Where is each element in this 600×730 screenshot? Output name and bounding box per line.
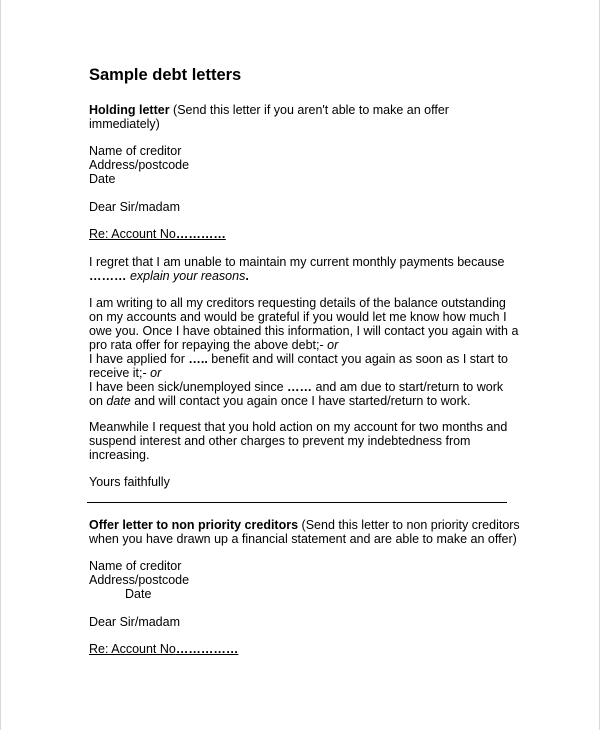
holding-reference — [89, 227, 226, 241]
offer-reference — [89, 642, 238, 656]
holding-p2-line-4-text: pro rata offer for repaying the above debt;- — [89, 338, 328, 352]
offer-address: Address/postcode — [89, 573, 190, 587]
holding-p2-or-1: or — [327, 338, 339, 352]
holding-intro: (Send this letter if you aren't able to make an offer — [169, 103, 449, 117]
holding-p2-or-2: or — [150, 366, 162, 380]
holding-p2-line-8-date: date — [106, 394, 131, 408]
offer-re-dots: …………… — [175, 642, 239, 656]
holding-intro-line — [89, 103, 449, 117]
holding-p2-line-5b: benefit and will contact you again as soon as I start to — [207, 352, 509, 366]
holding-p2-line-5a: I have applied for — [89, 352, 189, 366]
holding-closing: Yours faithfully — [89, 475, 170, 489]
holding-p2-line-7a: I have been sick/unemployed since — [89, 380, 288, 394]
holding-address: Address/postcode — [89, 158, 190, 172]
holding-intro-line-2: immediately) — [89, 117, 160, 131]
holding-p1-reason: explain your reasons — [126, 269, 246, 283]
offer-creditor: Name of creditor — [89, 559, 182, 573]
holding-p3-line-3: increasing. — [89, 448, 150, 462]
holding-p2-line-8b: and will contact you again once I have started/return to work. — [130, 394, 471, 408]
section-divider — [87, 502, 507, 503]
offer-date: Date — [125, 587, 152, 601]
holding-p2-line-3: owe you. Once I have obtained this information, I will contact you again with a — [89, 324, 519, 338]
holding-p2-line-7b: and am due to start/return to work — [312, 380, 504, 394]
holding-re-dots: ………… — [175, 227, 226, 241]
holding-p2-line-1: I am writing to all my creditors requesting details of the balance outstanding — [89, 296, 506, 310]
holding-p1-line-2 — [89, 269, 249, 283]
holding-p2-line-5-dots: ….. — [188, 352, 208, 366]
holding-heading: Holding letter — [89, 103, 170, 117]
offer-intro: (Send this letter to non priority creditors — [298, 518, 520, 532]
page-title: Sample debt letters — [89, 66, 242, 84]
holding-p1-line-1: I regret that I am unable to maintain my current monthly payments because — [89, 255, 505, 269]
holding-p2-line-5 — [89, 352, 508, 366]
holding-p2-line-2: on my accounts and would be grateful if you would let me know how much I — [89, 310, 507, 324]
holding-p2-line-4 — [89, 338, 338, 352]
holding-p2-line-7-dots: …… — [287, 380, 313, 394]
holding-p2-line-6 — [89, 366, 161, 380]
holding-date: Date — [89, 172, 116, 186]
holding-salutation: Dear Sir/madam — [89, 200, 180, 214]
holding-p3-line-2: suspend interest and other charges to prevent my indebtedness from — [89, 434, 471, 448]
offer-heading: Offer letter to non priority creditors — [89, 518, 299, 532]
holding-re-label: Re: Account No — [89, 227, 176, 241]
holding-p2-line-8 — [89, 394, 471, 408]
offer-salutation: Dear Sir/madam — [89, 615, 180, 629]
holding-p1-dots: ……… — [89, 269, 127, 283]
offer-re-label: Re: Account No — [89, 642, 176, 656]
holding-p2-line-8a: on — [89, 394, 107, 408]
holding-p3-line-1: Meanwhile I request that you hold action on my account for two months and — [89, 420, 508, 434]
holding-creditor: Name of creditor — [89, 144, 182, 158]
offer-intro-line-2: when you have drawn up a financial statement and are able to make an offer) — [89, 532, 517, 546]
holding-p2-line-6-text: receive it;- — [89, 366, 151, 380]
offer-intro-line — [89, 518, 520, 532]
holding-p2-line-7 — [89, 380, 503, 394]
holding-p1-end: . — [245, 269, 249, 283]
